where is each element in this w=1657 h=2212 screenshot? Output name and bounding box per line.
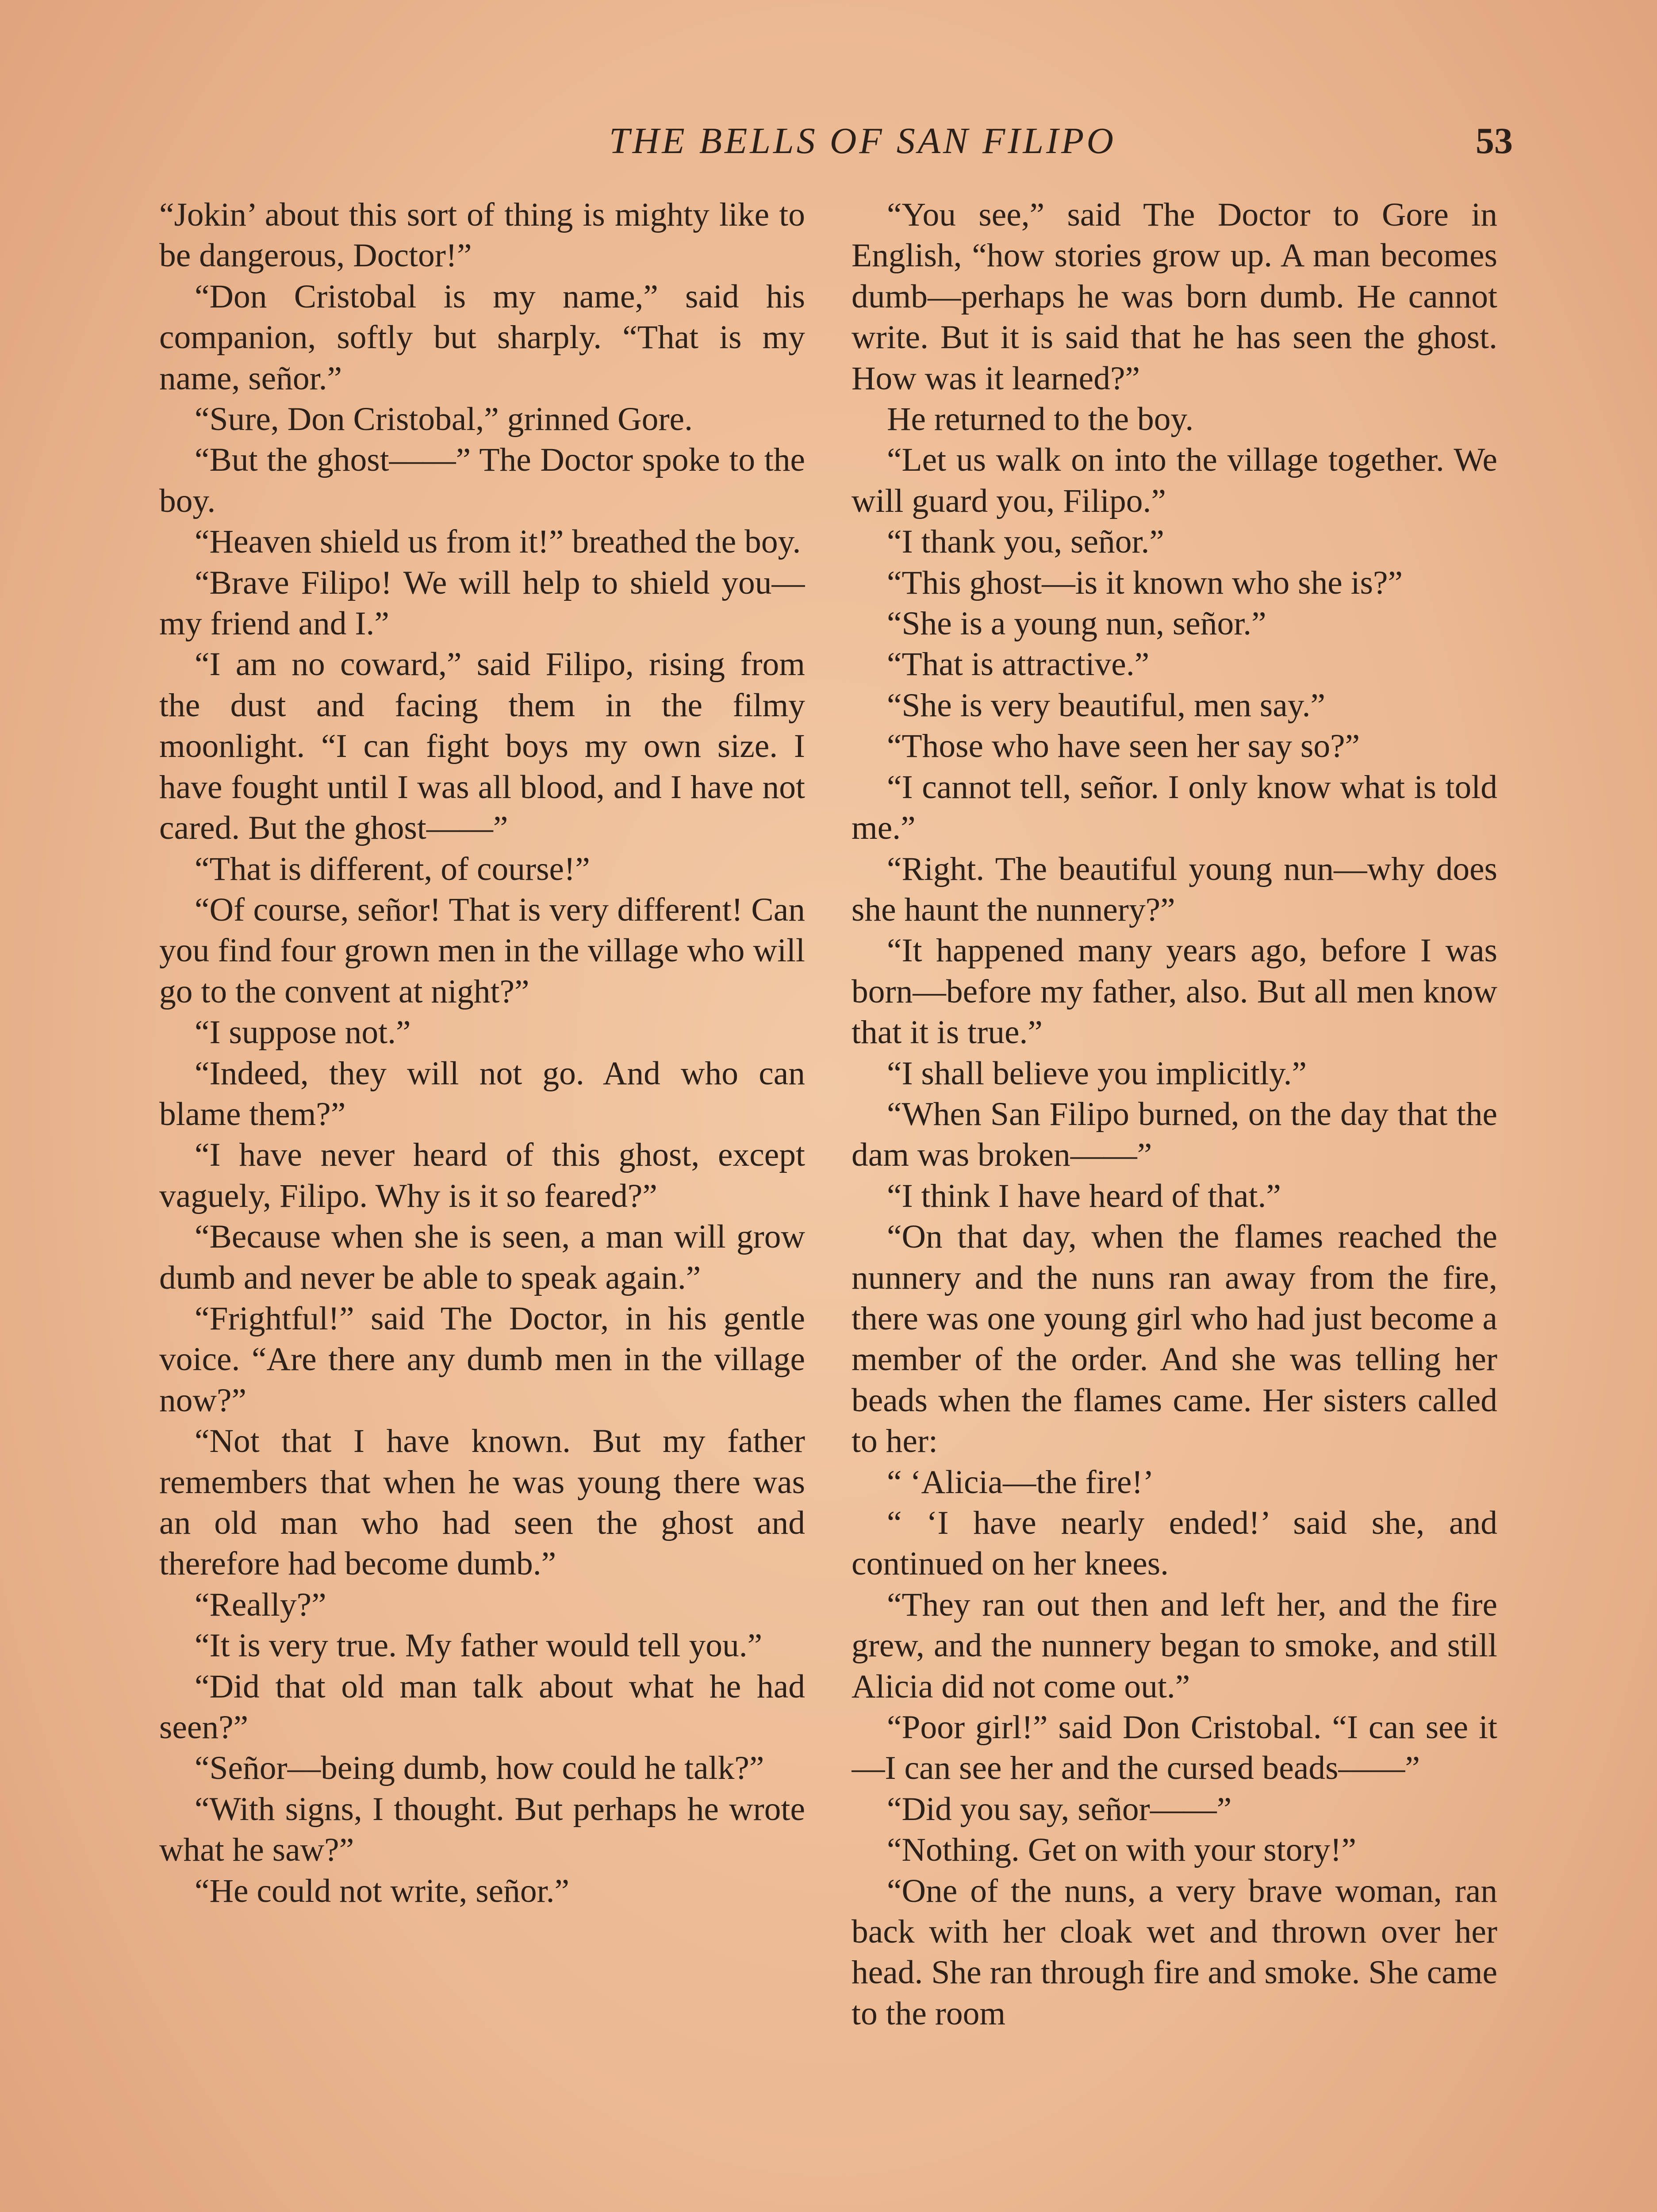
paragraph: “Did you say, señor——” <box>887 1790 1232 1828</box>
paragraph: “That is different, of course!” <box>195 850 590 887</box>
paragraph: “It is very true. My father would tell you.” <box>195 1627 763 1664</box>
paragraph: “Really?” <box>195 1586 326 1623</box>
paragraph: “Heaven shield us from it!” breathed the boy. <box>195 523 801 561</box>
paragraph: “Of course, señor! That is very different! Can you find four grown men in the village who will go to the convent at night?” <box>159 891 805 1010</box>
paragraph: “ ‘Alicia—the fire!’ <box>887 1463 1154 1501</box>
paragraph: “She is a young nun, señor.” <box>887 605 1266 642</box>
paragraph: “Those who have seen her say so?” <box>887 728 1360 765</box>
right-column <box>852 195 1497 2212</box>
paragraph: “This ghost—is it known who she is?” <box>887 564 1403 601</box>
paragraph: “ ‘I have nearly ended!’ said she, and continued on her knees. <box>852 1505 1497 1582</box>
paragraph: “Right. The beautiful young nun—why does she haunt the nunnery?” <box>852 850 1497 928</box>
paragraph: “It happened many years ago, before I was born—before my father, also. But all men know that it is true.” <box>852 932 1497 1051</box>
paragraph: “With signs, I thought. But perhaps he wrote what he saw?” <box>159 1790 805 1869</box>
paragraph: “Did that old man talk about what he had seen?” <box>159 1668 805 1746</box>
paragraph: “Not that I have known. But my father remembers that when he was young there was an old man who had seen the ghost and therefore had become dumb.” <box>159 1423 805 1582</box>
paragraph: “They ran out then and left her, and the fire grew, and the nunnery began to smoke, and still Alicia did not come out.” <box>852 1586 1497 1705</box>
paragraph: “I am no coward,” said Filipo, rising from the dust and facing them in the filmy moonlight. “I can fight boys my own size. I have fought until I was all blood, and I have not cared. But the ghost——” <box>159 646 805 847</box>
paragraph: “Brave Filipo! We will help to shield you—my friend and I.” <box>159 564 805 642</box>
paragraph: “She is very beautiful, men say.” <box>887 687 1325 724</box>
paragraph: “I shall believe you implicitly.” <box>887 1055 1307 1092</box>
paragraph: “That is attractive.” <box>887 646 1150 683</box>
page-header <box>159 119 1513 168</box>
paragraph: “Don Cristobal is my name,” said his companion, softly but sharply. “That is my name, señor.” <box>159 278 805 397</box>
paragraph: “Because when she is seen, a man will grow dumb and never be able to speak again.” <box>159 1218 805 1296</box>
running-title: THE BELLS OF SAN FILIPO <box>609 120 1116 161</box>
paragraph: “Señor—being dumb, how could he talk?” <box>195 1750 764 1787</box>
paragraph: “Frightful!” said The Doctor, in his gentle voice. “Are there any dumb men in the village now?” <box>159 1300 805 1419</box>
paragraph: “He could not write, señor.” <box>195 1872 570 1909</box>
paragraph: “I cannot tell, señor. I only know what is told me.” <box>852 768 1497 847</box>
paragraph: He returned to the boy. <box>887 401 1194 438</box>
paragraph: “Indeed, they will not go. And who can blame them?” <box>159 1055 805 1133</box>
paragraph: “Nothing. Get on with your story!” <box>887 1832 1357 1869</box>
paragraph: “I thank you, señor.” <box>887 523 1164 561</box>
paragraph: “I have never heard of this ghost, except vaguely, Filipo. Why is it so feared?” <box>159 1137 805 1214</box>
paragraph: “One of the nuns, a very brave woman, ran back with her cloak wet and thrown over her head. She ran through fire and smoke. She came to the room <box>852 1872 1497 2032</box>
paragraph: “When San Filipo burned, on the day that the dam was broken——” <box>852 1095 1497 1174</box>
paragraph: “I think I have heard of that.” <box>887 1177 1281 1214</box>
left-column <box>159 195 805 2212</box>
page-number: 53 <box>1476 120 1513 161</box>
paragraph: “On that day, when the flames reached the nunnery and the nuns ran away from the fire, there was one young girl who had just become a member of the order. And she was telling her beads when the flames came. Her sisters called to her: <box>852 1218 1497 1460</box>
paragraph: “You see,” said The Doctor to Gore in English, “how stories grow up. A man becomes dumb—perhaps he was born dumb. He cannot write. But it is said that he has seen the ghost. How was it learned?” <box>852 196 1497 397</box>
paragraph: “But the ghost——” The Doctor spoke to the boy. <box>159 442 805 519</box>
paragraph: “Poor girl!” said Don Cristobal. “I can see it—I can see her and the cursed beads——” <box>852 1709 1497 1787</box>
paragraph: “Jokin’ about this sort of thing is mighty like to be dangerous, Doctor!” <box>159 196 805 274</box>
paragraph: “Let us walk on into the village together. We will guard you, Filipo.” <box>852 442 1497 519</box>
paragraph: “I suppose not.” <box>195 1014 411 1051</box>
paragraph: “Sure, Don Cristobal,” grinned Gore. <box>195 401 693 438</box>
